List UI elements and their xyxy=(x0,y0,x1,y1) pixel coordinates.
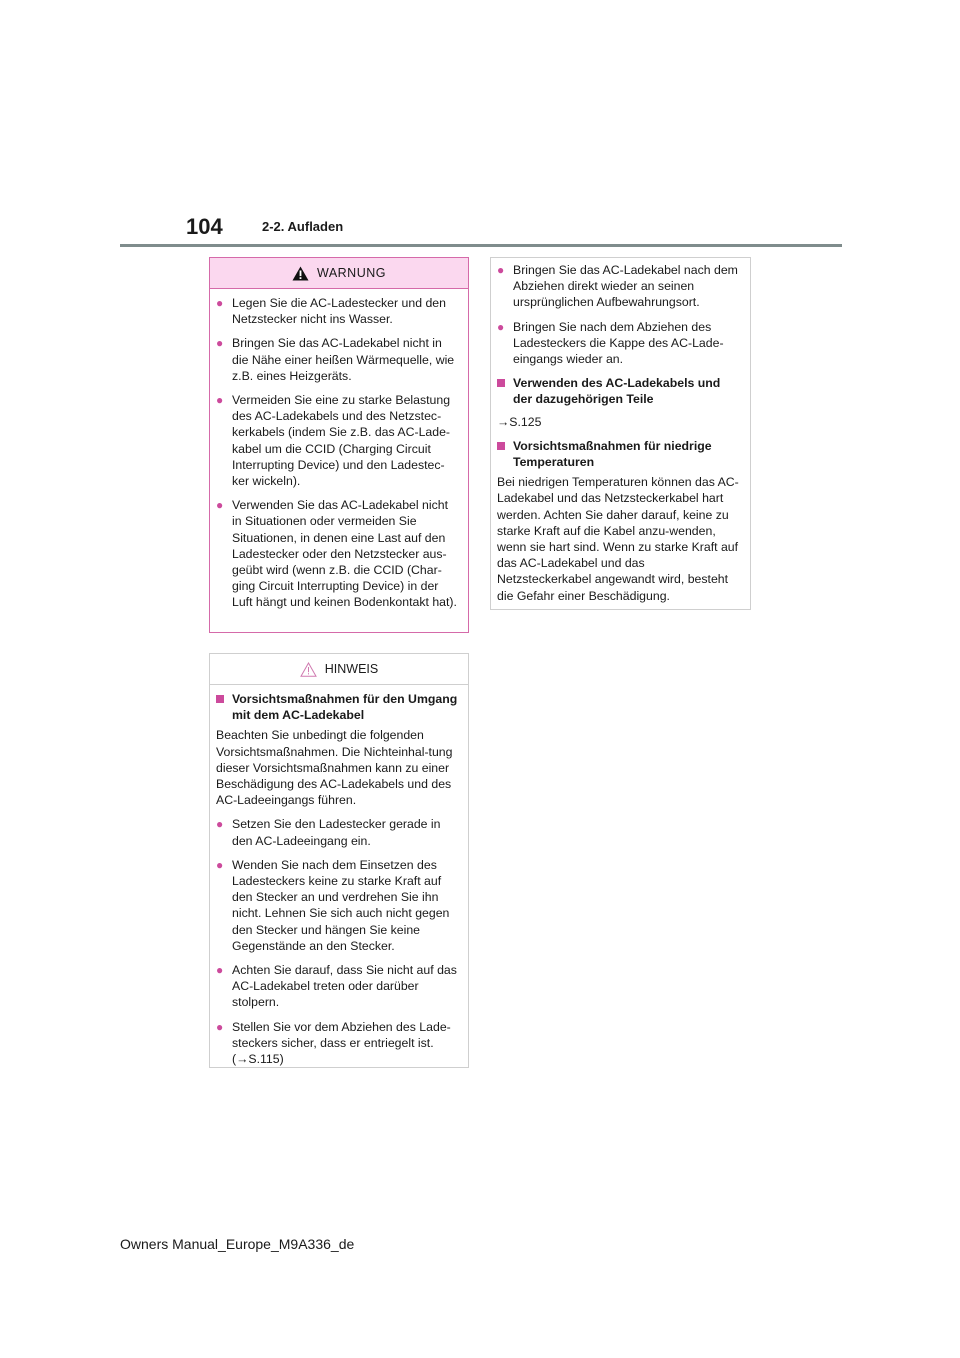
warning-header xyxy=(210,258,468,289)
list-item: ● Achten Sie darauf, dass Sie nicht auf das AC-Ladekabel treten oder darüber stolpern. xyxy=(216,963,457,1010)
note-heading: Vorsichtsmaßnahmen für den Umgang mit dem AC-Ladekabel xyxy=(216,691,460,723)
note-title: HINWEIS xyxy=(324,662,379,676)
bullet-icon: ● xyxy=(216,857,224,872)
bullet-icon: ● xyxy=(216,296,224,310)
list-item: ● Bringen Sie das AC-Ladekabel nicht in die Nähe einer heißen Wärmequelle, wie z.B. eines Heizgeräts. xyxy=(216,336,455,383)
list-item: ● Wenden Sie nach dem Einsetzen des Ladesteckers keine zu starke Kraft auf den Stecker an und verdrehen Sie ihn nicht. Lehnen Sie sich auch nicht gegen den Stecker und hängen Sie keine Gegenstände an den Stecker. xyxy=(216,857,450,953)
page-reference-link[interactable]: →S.125 xyxy=(497,414,542,429)
header-rule xyxy=(120,244,842,247)
list-item: ● Verwenden Sie das AC-Ladekabel nicht in Situationen oder vermeiden Sie Situationen, in denen eine Last auf den Ladestecker oder den Netzstecker aus-geübt wird (wenn z.B. die CCID (Char-ging Circuit Interrupting Device) in der Luft hängt und keinen Bodenkontakt hat). xyxy=(216,498,457,610)
bullet-icon: ● xyxy=(497,319,505,334)
warning-title: WARNUNG xyxy=(316,266,386,280)
list-item: ● Setzen Sie den Ladestecker gerade in den AC-Ladeeingang ein. xyxy=(216,817,441,848)
continued-note-box xyxy=(490,257,751,610)
list-item: ● Bringen Sie das AC-Ladekabel nach dem Abziehen direkt wieder an seinen ursprünglichen Aufbewahrungsort. xyxy=(497,263,738,310)
subsection-heading: Verwenden des AC-Ladekabels und der dazugehörigen Teile xyxy=(497,375,742,407)
warning-triangle-icon xyxy=(292,266,309,281)
page-number: 104 xyxy=(186,214,223,239)
caution-triangle-icon xyxy=(300,662,317,677)
note-intro: Beachten Sie unbedingt die folgenden Vorsichtsmaßnahmen. Die Nichteinhal-tung dieser Vorsichtsmaßnahmen kann zu einer Beschädigung des AC-Ladekabels und des AC-Ladeeingangs führen. xyxy=(216,728,453,808)
square-bullet-icon xyxy=(497,438,513,454)
bullet-icon: ● xyxy=(497,263,505,277)
bullet-icon: ● xyxy=(216,817,224,832)
bullet-icon: ● xyxy=(216,336,224,351)
list-item: ● Legen Sie die AC-Ladestecker und den Netzstecker nicht ins Wasser. xyxy=(216,296,446,327)
bullet-icon: ● xyxy=(216,498,224,513)
square-bullet-icon xyxy=(497,375,513,391)
low-temperature-paragraph: Bei niedrigen Temperaturen können das AC-Ladekabel und das Netzsteckerkabel hart werden. Achten Sie daher darauf, keine zu starke Kraft auf die Kabel anzu-wenden, wenn sie hart sind. Wenn zu starke Kraft auf das AC-Ladekabel und das Netzsteckerkabel angewandt wird, besteht die Gefahr einer Beschädigung. xyxy=(497,475,739,603)
document-id: Owners Manual_Europe_M9A336_de xyxy=(120,1236,355,1252)
square-bullet-icon xyxy=(216,691,232,707)
note-header xyxy=(210,654,468,685)
bullet-icon: ● xyxy=(216,393,224,408)
list-item: ● Bringen Sie nach dem Abziehen des Ladesteckers die Kappe des AC-Lade-eingangs wieder an. xyxy=(497,319,724,367)
subsection-heading: Vorsichtsmaßnahmen für niedrige Temperaturen xyxy=(497,438,742,470)
list-item: ● Stellen Sie vor dem Abziehen des Lade-steckers sicher, dass er entriegelt ist. (→S.115) xyxy=(216,1019,451,1067)
note-box xyxy=(209,653,469,1068)
bullet-icon: ● xyxy=(216,1019,224,1034)
section-title: 2-2. Aufladen xyxy=(262,219,344,234)
warning-box xyxy=(209,257,469,633)
list-item: ● Vermeiden Sie eine zu starke Belastung des AC-Ladekabels und des Netzstec-kerkabels (indem Sie z.B. das AC-Lade-kabel um die CCID (Charging Circuit Interrupting Device) und den Ladestec-ker wickeln). xyxy=(216,393,451,489)
bullet-icon: ● xyxy=(216,963,224,978)
